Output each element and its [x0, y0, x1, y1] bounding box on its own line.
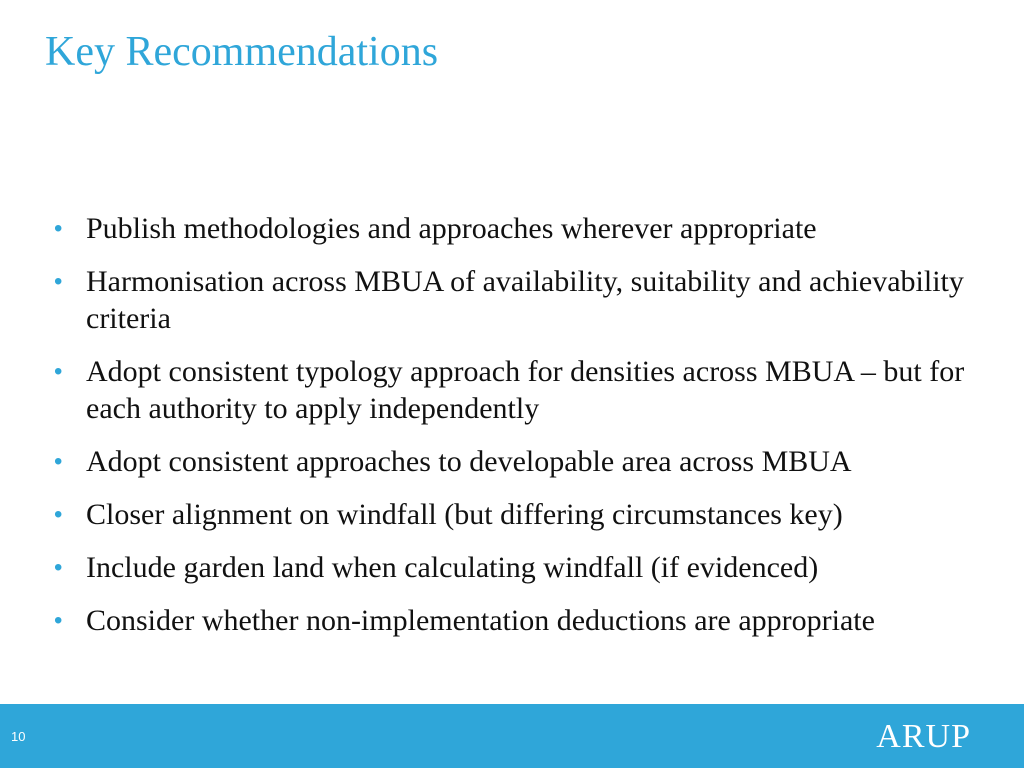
arup-logo: ARUP: [876, 718, 971, 755]
list-item: [54, 549, 984, 586]
bullet-text: Harmonisation across MBUA of availability, suitability and achievability criteria: [86, 265, 964, 335]
bullet-text: Consider whether non-implementation deductions are appropriate: [86, 604, 875, 637]
bullet-list: [54, 210, 984, 655]
list-item: [54, 263, 984, 337]
list-item: [54, 210, 984, 247]
bullet-dot-icon: •: [54, 215, 63, 242]
bullet-dot-icon: •: [54, 501, 63, 528]
bullet-text: Adopt consistent typology approach for densities across MBUA – but for each authority to apply independently: [86, 355, 965, 425]
bullet-text: Publish methodologies and approaches wherever appropriate: [86, 212, 817, 245]
bullet-dot-icon: •: [54, 554, 63, 581]
bullet-dot-icon: •: [54, 268, 63, 295]
bullet-dot-icon: •: [54, 448, 63, 475]
bullet-text: Adopt consistent approaches to developable area across MBUA: [86, 445, 852, 478]
bullet-text: Include garden land when calculating windfall (if evidenced): [86, 551, 819, 584]
page-number: 10: [11, 729, 26, 744]
list-item: [54, 496, 984, 533]
bullet-dot-icon: •: [54, 358, 63, 385]
footer-bar: [0, 704, 1024, 768]
slide-title: Key Recommendations: [45, 29, 439, 75]
list-item: [54, 602, 984, 639]
list-item: [54, 443, 984, 480]
list-item: [54, 353, 984, 427]
bullet-dot-icon: •: [54, 607, 63, 634]
bullet-text: Closer alignment on windfall (but differing circumstances key): [86, 498, 843, 531]
